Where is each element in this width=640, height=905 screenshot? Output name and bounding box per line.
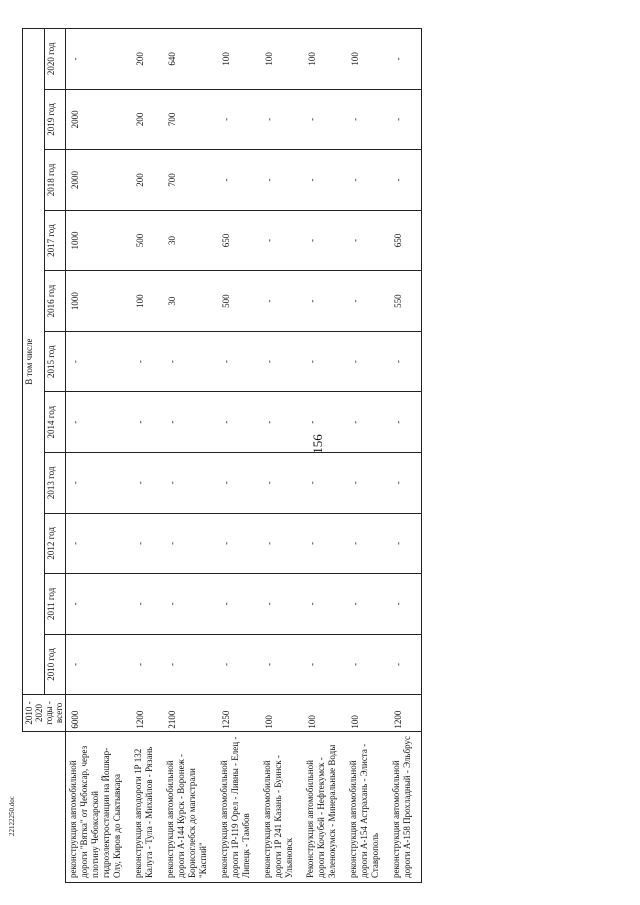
year-value: 550 bbox=[389, 271, 422, 332]
project-name: реконструкция автомобильной дороги 1Р 241 Казань - Буинск - Ульяновск bbox=[260, 731, 303, 882]
table-row bbox=[260, 29, 303, 883]
year-value: - bbox=[217, 89, 260, 150]
year-value: 200 bbox=[131, 29, 163, 90]
year-value: - bbox=[303, 150, 346, 211]
table-row bbox=[389, 29, 422, 883]
project-name: Реконструкция автомобильной дороги Кочубей - Нефтекумск - Зеленокумск - Минеральные Воды bbox=[303, 731, 346, 882]
year-value: - bbox=[303, 210, 346, 271]
table-row bbox=[163, 29, 217, 883]
year-value: - bbox=[260, 271, 303, 332]
project-name: реконструкция автодороги 1Р 132 Калуга - Тула - Михайлов - Рязань bbox=[131, 731, 163, 882]
year-value: 650 bbox=[217, 210, 260, 271]
year-value: - bbox=[163, 453, 217, 514]
year-value: - bbox=[303, 574, 346, 635]
year-value: - bbox=[303, 331, 346, 392]
year-value: - bbox=[66, 513, 132, 574]
year-value: - bbox=[260, 210, 303, 271]
year-header: 2012 год bbox=[44, 513, 66, 574]
year-value: - bbox=[66, 453, 132, 514]
page-number: 156 bbox=[310, 434, 325, 454]
year-value: 1000 bbox=[66, 271, 132, 332]
year-value: - bbox=[217, 634, 260, 695]
table-row bbox=[66, 29, 132, 883]
year-value: - bbox=[260, 392, 303, 453]
table-row bbox=[217, 29, 260, 883]
year-header: 2015 год bbox=[44, 331, 66, 392]
year-value: - bbox=[346, 392, 389, 453]
year-value: - bbox=[163, 392, 217, 453]
total-value: 100 bbox=[303, 695, 346, 731]
year-value: - bbox=[163, 513, 217, 574]
year-value: - bbox=[389, 453, 422, 514]
total-header-line: 2010 - bbox=[24, 701, 34, 725]
year-value: - bbox=[217, 574, 260, 635]
year-value: 2000 bbox=[66, 89, 132, 150]
year-value: - bbox=[217, 150, 260, 211]
year-value: - bbox=[66, 574, 132, 635]
year-header: 2017 год bbox=[44, 210, 66, 271]
year-header: 2011 год bbox=[44, 574, 66, 635]
total-value: 6000 bbox=[66, 695, 132, 731]
year-value: - bbox=[260, 574, 303, 635]
year-value: - bbox=[163, 574, 217, 635]
table-row bbox=[303, 29, 346, 883]
year-header: 2020 год bbox=[44, 29, 66, 90]
year-value: - bbox=[131, 574, 163, 635]
year-value: - bbox=[131, 331, 163, 392]
year-value: - bbox=[346, 513, 389, 574]
year-value: 700 bbox=[163, 150, 217, 211]
year-value: - bbox=[303, 89, 346, 150]
year-value: - bbox=[303, 634, 346, 695]
year-value: - bbox=[217, 331, 260, 392]
year-value: - bbox=[346, 331, 389, 392]
investment-table bbox=[22, 28, 422, 883]
year-value: - bbox=[346, 634, 389, 695]
year-value: - bbox=[389, 392, 422, 453]
year-value: - bbox=[303, 453, 346, 514]
year-value: - bbox=[260, 453, 303, 514]
rotated-table-container bbox=[22, 28, 588, 883]
year-value: 100 bbox=[131, 271, 163, 332]
year-value: 640 bbox=[163, 29, 217, 90]
year-value: - bbox=[66, 29, 132, 90]
year-value: - bbox=[131, 453, 163, 514]
year-value: 700 bbox=[163, 89, 217, 150]
total-header-line: 2020 bbox=[34, 703, 44, 722]
year-value: 100 bbox=[217, 29, 260, 90]
year-value: 650 bbox=[389, 210, 422, 271]
year-value: - bbox=[303, 513, 346, 574]
total-header-line: всего bbox=[54, 702, 64, 724]
total-value: 100 bbox=[260, 695, 303, 731]
year-value: - bbox=[346, 210, 389, 271]
table-row bbox=[131, 29, 163, 883]
total-value: 2100 bbox=[163, 695, 217, 731]
group-header: В том числе bbox=[23, 29, 45, 695]
year-value: - bbox=[346, 89, 389, 150]
year-value: - bbox=[131, 634, 163, 695]
year-header: 2013 год bbox=[44, 453, 66, 514]
year-value: 100 bbox=[346, 29, 389, 90]
year-value: - bbox=[389, 513, 422, 574]
total-header bbox=[23, 695, 66, 731]
year-header: 2019 год bbox=[44, 89, 66, 150]
year-value: - bbox=[303, 271, 346, 332]
year-value: 100 bbox=[303, 29, 346, 90]
year-value: 30 bbox=[163, 271, 217, 332]
project-name: реконструкция автомобильной дороги А-144 Курск - Воронеж - Борисоглебск до магистрали "Каспий" bbox=[163, 731, 217, 882]
year-value: - bbox=[66, 392, 132, 453]
year-value: 200 bbox=[131, 89, 163, 150]
year-value: - bbox=[131, 513, 163, 574]
year-value: - bbox=[260, 331, 303, 392]
year-value: - bbox=[163, 634, 217, 695]
year-value: - bbox=[260, 513, 303, 574]
year-value: 500 bbox=[131, 210, 163, 271]
year-header: 2014 год bbox=[44, 392, 66, 453]
year-value: 30 bbox=[163, 210, 217, 271]
project-name: реконструкция автомобильной дороги А-154 Астрахань - Элиста - Ставрополь bbox=[346, 731, 389, 882]
year-value: - bbox=[260, 89, 303, 150]
year-value: 500 bbox=[217, 271, 260, 332]
year-value: - bbox=[346, 271, 389, 332]
year-value: - bbox=[389, 29, 422, 90]
year-value: - bbox=[389, 89, 422, 150]
year-value: - bbox=[66, 331, 132, 392]
year-value: - bbox=[260, 634, 303, 695]
table-row bbox=[346, 29, 389, 883]
total-value: 1200 bbox=[389, 695, 422, 731]
total-header-line: годы - bbox=[44, 701, 54, 725]
year-value: - bbox=[217, 453, 260, 514]
project-name: реконструкция автомобильной дороги А-158 Прохладный - Эльбрус bbox=[389, 731, 422, 882]
year-header: 2010 год bbox=[44, 634, 66, 695]
year-value: - bbox=[131, 392, 163, 453]
year-header: 2016 год bbox=[44, 271, 66, 332]
year-value: 100 bbox=[260, 29, 303, 90]
year-value: - bbox=[260, 150, 303, 211]
year-value: - bbox=[389, 634, 422, 695]
year-value: - bbox=[163, 331, 217, 392]
year-value: - bbox=[66, 634, 132, 695]
year-value: - bbox=[346, 574, 389, 635]
year-value: - bbox=[346, 150, 389, 211]
document-footer: 22122250.doc bbox=[8, 796, 16, 836]
year-value: - bbox=[217, 513, 260, 574]
year-value: - bbox=[389, 574, 422, 635]
year-value: - bbox=[389, 150, 422, 211]
project-name: реконструкция автомобильной дороги "Вятка" от Чебоксар, через плотину Чебоксарской гидроэлектростанции на Йошкар-Олу, Киров до Сыктывкара bbox=[66, 731, 132, 882]
total-value: 1250 bbox=[217, 695, 260, 731]
year-value: - bbox=[346, 453, 389, 514]
year-value: - bbox=[389, 331, 422, 392]
year-value: 200 bbox=[131, 150, 163, 211]
total-value: 1200 bbox=[131, 695, 163, 731]
total-value: 100 bbox=[346, 695, 389, 731]
year-value: 2000 bbox=[66, 150, 132, 211]
year-value: - bbox=[217, 392, 260, 453]
project-name: реконструкция автомобильной дороги 1Р-119 Орел - Ливны - Елец - Липецк - Тамбов bbox=[217, 731, 260, 882]
year-value: 1000 bbox=[66, 210, 132, 271]
blank-header-cell bbox=[23, 731, 66, 882]
year-header: 2018 год bbox=[44, 150, 66, 211]
year-value: - bbox=[303, 392, 346, 453]
